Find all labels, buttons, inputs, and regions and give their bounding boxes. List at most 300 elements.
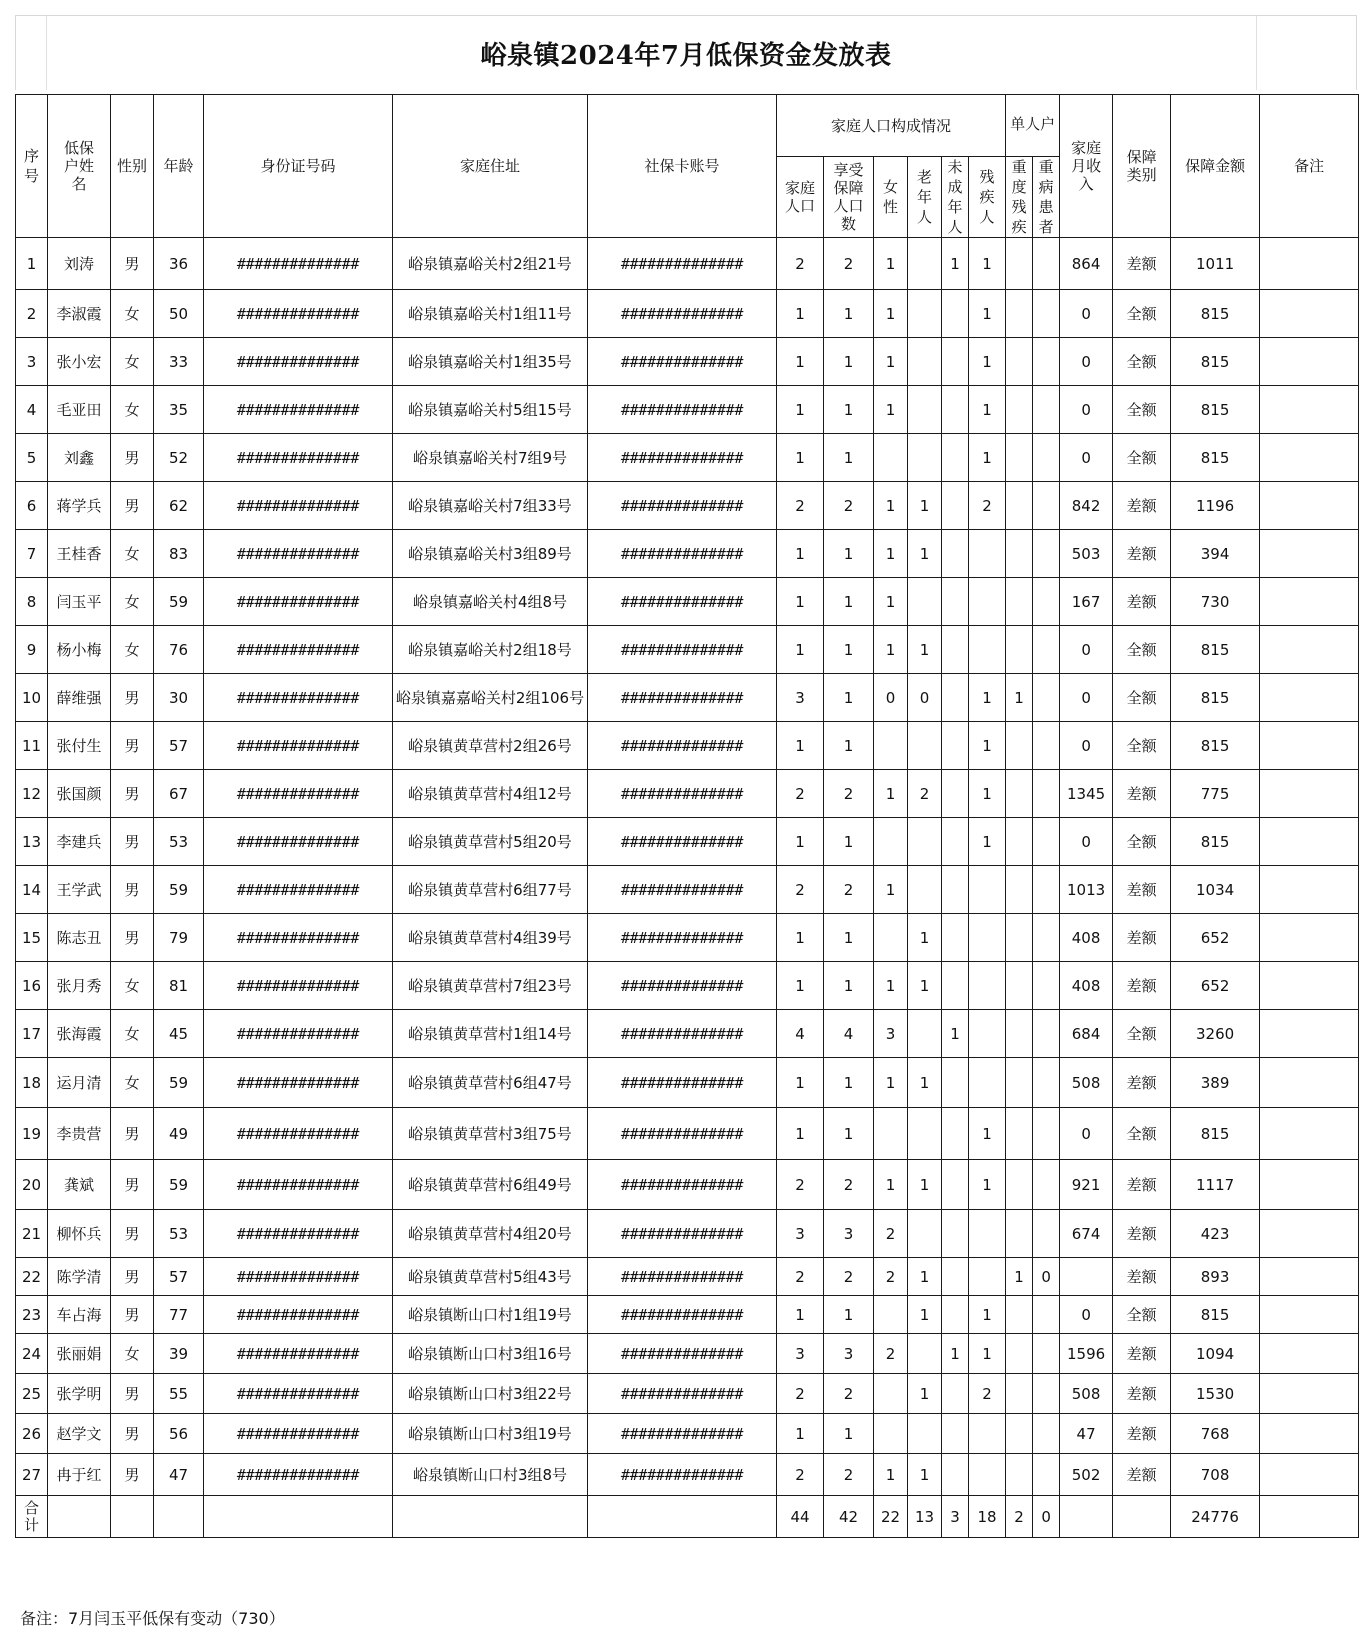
cell-name: 张国颜 <box>48 770 111 818</box>
cell-covered: 1 <box>824 626 874 674</box>
cell-female: 1 <box>874 1160 908 1210</box>
cell-gender: 男 <box>111 1258 154 1296</box>
cell-income: 0 <box>1060 722 1113 770</box>
cell-family-size: 2 <box>777 1160 824 1210</box>
cell-female <box>874 1296 908 1334</box>
cell-covered: 2 <box>824 1454 874 1496</box>
cell-severe-disabled <box>1006 1108 1033 1160</box>
cell-elderly <box>908 238 942 290</box>
total-elderly: 13 <box>908 1496 942 1538</box>
cell-family-size: 2 <box>777 482 824 530</box>
table-row <box>16 338 1359 386</box>
cell-type: 全额 <box>1113 338 1171 386</box>
title-area <box>15 15 1357 90</box>
cell-type: 差额 <box>1113 866 1171 914</box>
cell-id-number: ############## <box>204 1334 393 1374</box>
cell-family-size: 3 <box>777 674 824 722</box>
header-minor: 未成年人 <box>942 157 969 238</box>
cell-elderly: 1 <box>908 1454 942 1496</box>
cell-minor <box>942 914 969 962</box>
cell-remark <box>1260 914 1359 962</box>
cell-gender: 男 <box>111 1454 154 1496</box>
cell-remark <box>1260 1374 1359 1414</box>
cell-social-card: ############## <box>588 1374 777 1414</box>
cell-elderly: 0 <box>908 674 942 722</box>
cell-name: 龚斌 <box>48 1160 111 1210</box>
cell-income: 674 <box>1060 1210 1113 1258</box>
cell-elderly <box>908 434 942 482</box>
cell-amount: 815 <box>1171 1108 1260 1160</box>
cell-gender: 男 <box>111 1108 154 1160</box>
cell-type: 全额 <box>1113 434 1171 482</box>
cell-amount: 423 <box>1171 1210 1260 1258</box>
cell-address: 峪泉镇嘉峪关村5组15号 <box>393 386 588 434</box>
cell-seq: 15 <box>16 914 48 962</box>
cell-remark <box>1260 1160 1359 1210</box>
cell-family-size: 2 <box>777 1258 824 1296</box>
cell-age: 67 <box>154 770 204 818</box>
cell-disabled <box>969 1414 1006 1454</box>
cell-name: 王桂香 <box>48 530 111 578</box>
cell-family-size: 2 <box>777 1454 824 1496</box>
cell-type: 差额 <box>1113 1160 1171 1210</box>
cell-remark <box>1260 818 1359 866</box>
cell-minor <box>942 674 969 722</box>
cell-address: 峪泉镇断山口村3组16号 <box>393 1334 588 1374</box>
cell-name: 杨小梅 <box>48 626 111 674</box>
cell-disabled: 2 <box>969 482 1006 530</box>
table-row <box>16 482 1359 530</box>
cell-severe-disabled <box>1006 722 1033 770</box>
cell-severe-disabled <box>1006 818 1033 866</box>
cell-amount: 1196 <box>1171 482 1260 530</box>
header-disabled: 残疾人 <box>969 157 1006 238</box>
header-age: 年龄 <box>154 95 204 238</box>
cell-age: 36 <box>154 238 204 290</box>
table-body <box>16 238 1359 1496</box>
cell-seq: 27 <box>16 1454 48 1496</box>
cell-type: 全额 <box>1113 1296 1171 1334</box>
header-amount: 保障金额 <box>1171 95 1260 238</box>
header-single-group: 单人户 <box>1006 95 1060 157</box>
cell-name: 薛维强 <box>48 674 111 722</box>
cell-social-card: ############## <box>588 818 777 866</box>
cell-age: 59 <box>154 1160 204 1210</box>
cell-gender: 男 <box>111 434 154 482</box>
cell-disabled <box>969 1010 1006 1058</box>
cell-elderly <box>908 1210 942 1258</box>
cell-disabled: 1 <box>969 434 1006 482</box>
cell-disabled: 1 <box>969 722 1006 770</box>
cell-name: 张学明 <box>48 1374 111 1414</box>
cell-address: 峪泉镇断山口村3组8号 <box>393 1454 588 1496</box>
table-row <box>16 1258 1359 1296</box>
table-row <box>16 626 1359 674</box>
total-label: 合计 <box>16 1496 48 1538</box>
cell-elderly: 1 <box>908 482 942 530</box>
cell-income: 502 <box>1060 1454 1113 1496</box>
cell-female <box>874 722 908 770</box>
cell-serious-ill <box>1033 1334 1060 1374</box>
total-covered: 42 <box>824 1496 874 1538</box>
cell-seq: 26 <box>16 1414 48 1454</box>
cell-elderly <box>908 1010 942 1058</box>
cell-gender: 女 <box>111 626 154 674</box>
cell-female: 1 <box>874 626 908 674</box>
cell-amount: 775 <box>1171 770 1260 818</box>
cell-minor <box>942 1374 969 1414</box>
total-family: 44 <box>777 1496 824 1538</box>
cell-elderly: 2 <box>908 770 942 818</box>
cell-disabled: 1 <box>969 338 1006 386</box>
cell-seq: 1 <box>16 238 48 290</box>
cell-gender: 男 <box>111 674 154 722</box>
cell-id-number: ############## <box>204 1010 393 1058</box>
cell-type: 差额 <box>1113 1334 1171 1374</box>
cell-social-card: ############## <box>588 962 777 1010</box>
cell-amount: 652 <box>1171 914 1260 962</box>
cell-female <box>874 818 908 866</box>
table-row <box>16 722 1359 770</box>
cell-seq: 16 <box>16 962 48 1010</box>
table-row <box>16 1334 1359 1374</box>
cell-gender: 女 <box>111 290 154 338</box>
cell-gender: 男 <box>111 1296 154 1334</box>
cell-social-card: ############## <box>588 770 777 818</box>
cell-severe-disabled <box>1006 914 1033 962</box>
cell-serious-ill <box>1033 674 1060 722</box>
cell-disabled: 1 <box>969 1296 1006 1334</box>
cell-serious-ill <box>1033 530 1060 578</box>
cell-age: 59 <box>154 578 204 626</box>
cell-income: 1013 <box>1060 866 1113 914</box>
cell-id-number: ############## <box>204 1160 393 1210</box>
cell-amount: 652 <box>1171 962 1260 1010</box>
cell-address: 峪泉镇黄草营村6组49号 <box>393 1160 588 1210</box>
header-covered: 享受保障人口数 <box>824 157 874 238</box>
cell-amount: 893 <box>1171 1258 1260 1296</box>
cell-female: 1 <box>874 386 908 434</box>
cell-gender: 男 <box>111 1374 154 1414</box>
table-row <box>16 1454 1359 1496</box>
cell-id-number: ############## <box>204 722 393 770</box>
cell-id-number: ############## <box>204 1258 393 1296</box>
cell-female: 2 <box>874 1258 908 1296</box>
allowance-table <box>15 94 1359 1538</box>
cell-address: 峪泉镇断山口村3组22号 <box>393 1374 588 1414</box>
cell-amount: 815 <box>1171 674 1260 722</box>
table-row <box>16 578 1359 626</box>
cell-covered: 1 <box>824 578 874 626</box>
cell-seq: 9 <box>16 626 48 674</box>
cell-income: 47 <box>1060 1414 1113 1454</box>
cell-minor: 1 <box>942 1010 969 1058</box>
cell-age: 59 <box>154 866 204 914</box>
cell-address: 峪泉镇黄草营村4组20号 <box>393 1210 588 1258</box>
cell-name: 蒋学兵 <box>48 482 111 530</box>
cell-address: 峪泉镇黄草营村4组12号 <box>393 770 588 818</box>
cell-female: 3 <box>874 1010 908 1058</box>
cell-minor <box>942 434 969 482</box>
cell-family-size: 1 <box>777 914 824 962</box>
cell-id-number: ############## <box>204 674 393 722</box>
cell-severe-disabled <box>1006 434 1033 482</box>
total-severe: 2 <box>1006 1496 1033 1538</box>
cell-family-size: 1 <box>777 530 824 578</box>
cell-disabled: 1 <box>969 386 1006 434</box>
cell-name: 柳怀兵 <box>48 1210 111 1258</box>
cell-seq: 12 <box>16 770 48 818</box>
cell-address: 峪泉镇嘉峪关村2组21号 <box>393 238 588 290</box>
cell-remark <box>1260 962 1359 1010</box>
cell-age: 45 <box>154 1010 204 1058</box>
cell-name: 闫玉平 <box>48 578 111 626</box>
cell-minor <box>942 818 969 866</box>
cell-id-number: ############## <box>204 434 393 482</box>
cell-covered: 1 <box>824 434 874 482</box>
header-serious-ill: 重病患者 <box>1033 157 1060 238</box>
cell-amount: 815 <box>1171 722 1260 770</box>
cell-minor <box>942 578 969 626</box>
cell-elderly <box>908 1414 942 1454</box>
cell-severe-disabled <box>1006 866 1033 914</box>
cell-name: 王学武 <box>48 866 111 914</box>
cell-elderly: 1 <box>908 962 942 1010</box>
cell-minor: 1 <box>942 1334 969 1374</box>
cell-family-size: 1 <box>777 1414 824 1454</box>
header-severe-disabled: 重度残疾 <box>1006 157 1033 238</box>
cell-income: 684 <box>1060 1010 1113 1058</box>
cell-family-size: 1 <box>777 962 824 1010</box>
cell-severe-disabled: 1 <box>1006 674 1033 722</box>
cell-remark <box>1260 1414 1359 1454</box>
cell-minor <box>942 482 969 530</box>
cell-address: 峪泉镇断山口村1组19号 <box>393 1296 588 1334</box>
header-id-number: 身份证号码 <box>204 95 393 238</box>
cell-amount: 1530 <box>1171 1374 1260 1414</box>
cell-family-size: 3 <box>777 1334 824 1374</box>
cell-social-card: ############## <box>588 626 777 674</box>
cell-female: 1 <box>874 290 908 338</box>
cell-name: 赵学文 <box>48 1414 111 1454</box>
cell-serious-ill <box>1033 290 1060 338</box>
cell-gender: 男 <box>111 482 154 530</box>
cell-female: 1 <box>874 530 908 578</box>
header-family-size: 家庭人口 <box>777 157 824 238</box>
cell-id-number: ############## <box>204 626 393 674</box>
cell-family-size: 2 <box>777 866 824 914</box>
cell-address: 峪泉镇黄草营村7组23号 <box>393 962 588 1010</box>
cell-serious-ill <box>1033 1210 1060 1258</box>
cell-social-card: ############## <box>588 386 777 434</box>
cell-income: 0 <box>1060 1108 1113 1160</box>
cell-remark <box>1260 626 1359 674</box>
cell-seq: 17 <box>16 1010 48 1058</box>
cell-address: 峪泉镇嘉峪关村7组33号 <box>393 482 588 530</box>
cell-serious-ill <box>1033 1454 1060 1496</box>
cell-female: 2 <box>874 1334 908 1374</box>
table-row <box>16 674 1359 722</box>
cell-disabled: 1 <box>969 1334 1006 1374</box>
cell-minor <box>942 722 969 770</box>
cell-social-card: ############## <box>588 290 777 338</box>
cell-minor: 1 <box>942 238 969 290</box>
cell-id-number: ############## <box>204 530 393 578</box>
table-row <box>16 770 1359 818</box>
cell-age: 81 <box>154 962 204 1010</box>
cell-remark <box>1260 482 1359 530</box>
cell-age: 77 <box>154 1296 204 1334</box>
cell-gender: 女 <box>111 962 154 1010</box>
cell-family-size: 1 <box>777 338 824 386</box>
cell-covered: 1 <box>824 530 874 578</box>
cell-covered: 2 <box>824 1258 874 1296</box>
cell-female: 1 <box>874 866 908 914</box>
table-row <box>16 434 1359 482</box>
table-row <box>16 238 1359 290</box>
cell-serious-ill <box>1033 1296 1060 1334</box>
cell-address: 峪泉镇黄草营村4组39号 <box>393 914 588 962</box>
cell-seq: 24 <box>16 1334 48 1374</box>
cell-elderly <box>908 1334 942 1374</box>
cell-elderly: 1 <box>908 530 942 578</box>
cell-id-number: ############## <box>204 962 393 1010</box>
cell-family-size: 2 <box>777 770 824 818</box>
cell-female: 0 <box>874 674 908 722</box>
cell-disabled: 2 <box>969 1374 1006 1414</box>
cell-serious-ill <box>1033 482 1060 530</box>
cell-minor <box>942 1258 969 1296</box>
cell-serious-ill <box>1033 578 1060 626</box>
cell-social-card: ############## <box>588 1108 777 1160</box>
cell-social-card: ############## <box>588 1160 777 1210</box>
cell-severe-disabled <box>1006 1414 1033 1454</box>
cell-elderly <box>908 1108 942 1160</box>
cell-female: 1 <box>874 338 908 386</box>
cell-severe-disabled <box>1006 482 1033 530</box>
cell-address: 峪泉镇黄草营村6组47号 <box>393 1058 588 1108</box>
cell-remark <box>1260 434 1359 482</box>
cell-covered: 2 <box>824 1160 874 1210</box>
cell-type: 差额 <box>1113 1374 1171 1414</box>
cell-remark <box>1260 1454 1359 1496</box>
cell-income: 921 <box>1060 1160 1113 1210</box>
cell-type: 差额 <box>1113 578 1171 626</box>
header-type: 保障类别 <box>1113 95 1171 238</box>
cell-type: 全额 <box>1113 626 1171 674</box>
table-row <box>16 1108 1359 1160</box>
table-row <box>16 914 1359 962</box>
table-row <box>16 386 1359 434</box>
cell-severe-disabled <box>1006 1010 1033 1058</box>
cell-type: 全额 <box>1113 290 1171 338</box>
cell-seq: 20 <box>16 1160 48 1210</box>
cell-type: 全额 <box>1113 386 1171 434</box>
cell-amount: 815 <box>1171 338 1260 386</box>
cell-gender: 女 <box>111 578 154 626</box>
cell-social-card: ############## <box>588 866 777 914</box>
cell-serious-ill <box>1033 1010 1060 1058</box>
cell-address: 峪泉镇断山口村3组19号 <box>393 1414 588 1454</box>
cell-name: 李淑霞 <box>48 290 111 338</box>
cell-seq: 25 <box>16 1374 48 1414</box>
cell-elderly <box>908 866 942 914</box>
cell-remark <box>1260 290 1359 338</box>
table-total <box>16 1496 1359 1538</box>
cell-id-number: ############## <box>204 770 393 818</box>
cell-gender: 男 <box>111 1414 154 1454</box>
cell-minor <box>942 1160 969 1210</box>
cell-family-size: 2 <box>777 1374 824 1414</box>
cell-disabled <box>969 962 1006 1010</box>
cell-remark <box>1260 338 1359 386</box>
cell-type: 差额 <box>1113 914 1171 962</box>
page-title: 峪泉镇2024年7月低保资金发放表 <box>480 40 892 71</box>
cell-seq: 4 <box>16 386 48 434</box>
cell-amount: 1094 <box>1171 1334 1260 1374</box>
cell-remark <box>1260 1058 1359 1108</box>
cell-id-number: ############## <box>204 1414 393 1454</box>
cell-type: 全额 <box>1113 722 1171 770</box>
cell-elderly: 1 <box>908 1160 942 1210</box>
cell-severe-disabled <box>1006 1210 1033 1258</box>
cell-severe-disabled <box>1006 578 1033 626</box>
cell-serious-ill <box>1033 962 1060 1010</box>
cell-address: 峪泉镇嘉嘉峪关村2组106号 <box>393 674 588 722</box>
cell-amount: 768 <box>1171 1414 1260 1454</box>
cell-address: 峪泉镇嘉峪关村7组9号 <box>393 434 588 482</box>
cell-id-number: ############## <box>204 578 393 626</box>
header-remark: 备注 <box>1260 95 1359 238</box>
cell-amount: 815 <box>1171 626 1260 674</box>
cell-female <box>874 1374 908 1414</box>
cell-disabled: 1 <box>969 818 1006 866</box>
cell-seq: 13 <box>16 818 48 866</box>
cell-amount: 708 <box>1171 1454 1260 1496</box>
cell-seq: 19 <box>16 1108 48 1160</box>
cell-age: 59 <box>154 1058 204 1108</box>
total-ill: 0 <box>1033 1496 1060 1538</box>
cell-family-size: 1 <box>777 1296 824 1334</box>
cell-type: 差额 <box>1113 1258 1171 1296</box>
cell-family-size: 1 <box>777 290 824 338</box>
cell-seq: 6 <box>16 482 48 530</box>
total-minor: 3 <box>942 1496 969 1538</box>
cell-elderly <box>908 338 942 386</box>
cell-severe-disabled <box>1006 962 1033 1010</box>
cell-covered: 1 <box>824 722 874 770</box>
cell-seq: 3 <box>16 338 48 386</box>
cell-name: 陈志丑 <box>48 914 111 962</box>
cell-disabled <box>969 1454 1006 1496</box>
cell-disabled <box>969 914 1006 962</box>
total-disabled: 18 <box>969 1496 1006 1538</box>
cell-covered: 1 <box>824 1058 874 1108</box>
cell-female: 1 <box>874 1454 908 1496</box>
cell-severe-disabled <box>1006 1058 1033 1108</box>
cell-age: 55 <box>154 1374 204 1414</box>
cell-family-size: 3 <box>777 1210 824 1258</box>
cell-social-card: ############## <box>588 238 777 290</box>
cell-gender: 女 <box>111 530 154 578</box>
cell-age: 57 <box>154 1258 204 1296</box>
cell-amount: 815 <box>1171 386 1260 434</box>
cell-income: 1596 <box>1060 1334 1113 1374</box>
cell-gender: 男 <box>111 770 154 818</box>
cell-name: 毛亚田 <box>48 386 111 434</box>
cell-id-number: ############## <box>204 386 393 434</box>
cell-id-number: ############## <box>204 338 393 386</box>
